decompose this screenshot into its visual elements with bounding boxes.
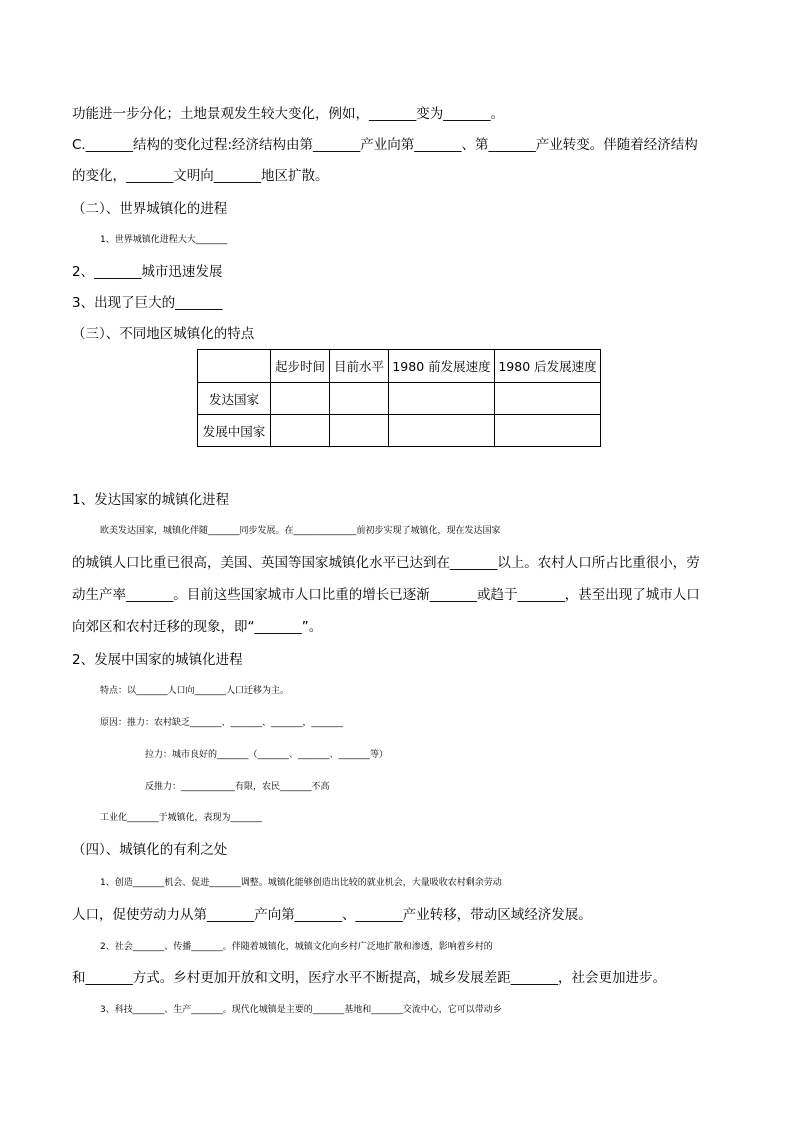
text-line: 拉力：城市良好的_______（_______、_______、_______等） — [145, 750, 389, 760]
section-heading: （二）、世界城镇化的进程 — [72, 201, 228, 217]
text-line: C._______结构的变化过程:经济结构由第_______产业向第_______、第_______产业转变。伴随着经济结构 — [72, 137, 698, 153]
table-header-row — [198, 350, 601, 383]
text-line: 的变化，_______文明向_______地区扩散。 — [72, 168, 329, 184]
table-cell — [330, 415, 389, 447]
text-line: 1、创造_______机会、促进_______调整。城镇化能够创造出比较的就业机会，大量吸收农村剩余劳动 — [100, 878, 502, 888]
text-line: 特点：以_______人口向_______人口迁移为主。 — [100, 686, 290, 696]
text-line: 向郊区和农村迁移的现象，即“_______”。 — [72, 619, 323, 635]
text-line: 2、_______城市迅速发展 — [72, 264, 223, 280]
text-line: 动生产率_______。目前这些国家城市人口比重的增长已逐渐_______或趋于_______，甚至出现了城市人口 — [72, 587, 700, 603]
table-row — [198, 383, 601, 415]
section-heading: （三）、不同地区城镇化的特点 — [72, 326, 255, 342]
text-line: 1、世界城镇化进程大大_______ — [100, 235, 228, 245]
text-line: 2、发展中国家的城镇化进程 — [72, 652, 243, 668]
text-line: 和_______方式。乡村更加开放和文明，医疗水平不断提高，城乡发展差距_______，社会更加进步。 — [72, 970, 666, 986]
urbanization-table — [197, 349, 601, 447]
table-cell — [330, 383, 389, 415]
text-line: 2、社会_______、传播_______。伴随着城镇化，城镇文化向乡村广泛地扩散和渗透，影响着乡村的 — [100, 942, 493, 952]
text-line: 功能进一步分化；土地景观发生较大变化，例如，_______变为_______。 — [72, 106, 504, 122]
table-cell — [271, 415, 330, 447]
table-cell — [271, 383, 330, 415]
table-header-cell: 起步时间 — [271, 350, 330, 383]
table-cell — [389, 415, 495, 447]
text-line: 工业化_______于城镇化，表现为_______ — [100, 813, 263, 823]
text-line: 人口，促使劳动力从第_______产向第_______、_______产业转移，带动区域经济发展。 — [72, 907, 592, 923]
table-cell — [495, 383, 601, 415]
text-line: 1、发达国家的城镇化进程 — [72, 492, 230, 508]
table-row-label: 发达国家 — [198, 383, 271, 415]
text-line: 3、出现了巨大的_______ — [72, 295, 223, 311]
table-row — [198, 415, 601, 447]
table-header-cell: 1980 前发展速度 — [389, 350, 495, 383]
table-cell — [389, 383, 495, 415]
text-line: 反推力：____________有限，农民_______不高 — [145, 782, 330, 792]
table-header-cell: 1980 后发展速度 — [495, 350, 601, 383]
text-line: 3、科技_______、生产_______。现代化城镇是主要的_______基地和_______交流中心，它可以带动乡 — [100, 1005, 502, 1015]
table-header-cell — [198, 350, 271, 383]
section-heading: （四）、城镇化的有利之处 — [72, 842, 228, 858]
text-line: 欧美发达国家，城镇化伴随_______同步发展。在______________前初步实现了城镇化，现在发达国家 — [100, 526, 501, 536]
table-cell — [495, 415, 601, 447]
table-row-label: 发展中国家 — [198, 415, 271, 447]
text-line: 的城镇人口比重已很高，美国、英国等国家城镇化水平已达到在_______以上。农村人口所占比重很小，劳 — [72, 555, 700, 571]
table-header-cell: 目前水平 — [330, 350, 389, 383]
text-line: 原因：推力：农村缺乏_______、_______、_______，_______ — [100, 718, 344, 728]
